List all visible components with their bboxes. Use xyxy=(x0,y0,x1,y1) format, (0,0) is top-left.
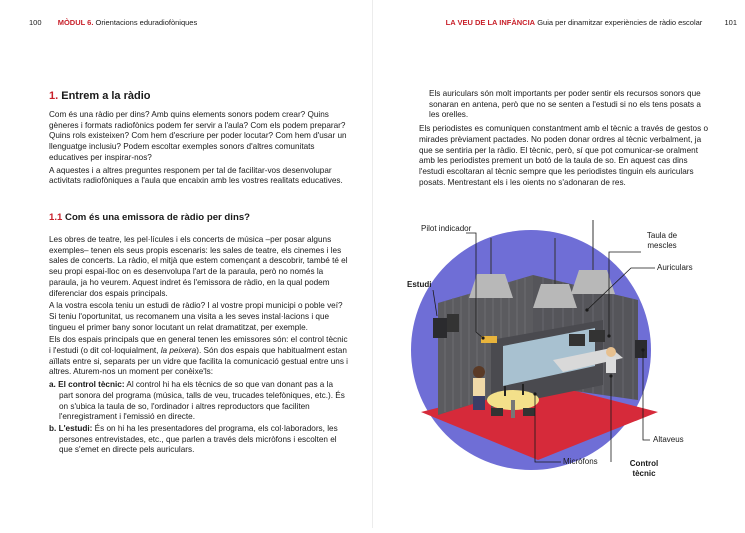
technician-head xyxy=(606,347,616,357)
section-1-number: 1. xyxy=(49,90,59,102)
right-paragraph-2: Els periodistes es comuniquen constantment amb el tècnic a través de gestos o mirades prèviament pactades. No poden donar ordres al tècnic verbalment, ja que se sentiria per la ràdio. El tècnic, però, sí que pot comunicar-se oralment amb les periodistes prement un botó de la taula de so. En aquest cas dins l'estudi escoltaran al tècnic sempre que les periodistes tinguin els auriculars posats. Mentrestant els i les oients no s'adonaran de res. xyxy=(419,124,708,187)
presenter-legs xyxy=(473,396,485,410)
speaker-left-2 xyxy=(447,314,459,332)
paragraph-3-emphasis: la peixera xyxy=(160,346,197,356)
right-body xyxy=(419,89,712,188)
chair-1 xyxy=(491,408,503,416)
section-1-1-number: 1.1 xyxy=(49,212,63,223)
section-1-heading xyxy=(49,90,151,102)
studio-table-leg xyxy=(511,400,515,418)
section-1-1-paragraph-2: A la vostra escola teniu un estudi de ràdio? I al vostre propi municipi o poble veí? Si teniu l'oportunitat, us recomanem una visita a les seves instal·lacions i que tingueu el primer bany sonor locutant un relat dramatitzat, per exemple. xyxy=(49,301,343,332)
left-header-title: Orientacions eduradiofòniques xyxy=(95,18,198,27)
right-book-title: LA VEU DE LA INFÀNCIA xyxy=(445,18,536,27)
list-item-estudi xyxy=(49,424,349,456)
list-item-a-term: El control tècnic: xyxy=(58,380,125,390)
paragraph-3-end: ). Són dos espais que habitualment estan aïllats entre si, separats per un vidre que facilita la comunicació gestual entre uns i altres. Aturem-nos un moment per conèixe'ls: xyxy=(49,346,349,377)
paragraph-3-start: Els dos espais principals que en general tenen les emissores són: el control tècnic i l'estudi (o dit col·loquialment, xyxy=(49,335,348,356)
label-microfons: Micròfons xyxy=(563,457,598,466)
label-altaveus: Altaveus xyxy=(653,435,684,444)
control-monitor-1 xyxy=(569,334,585,346)
list-item-a-text: Al control hi ha els tècnics de so que van donant pas a la part sonora del programa (música, talls de veu, trucades telefòniques, etc.). És on s'ubica la taula de so, l'ordinador i altres reproductors que faciliten l'enregistrament i l'emissió en directe. xyxy=(59,380,345,422)
speaker-left-1 xyxy=(433,318,447,338)
section-1-paragraph-2: A aquestes i a altres preguntes responem per tal de facilitar-vos desenvolupar activitats radiofòniques a l'aula que encaixin amb les vostres realitats educatives. xyxy=(49,165,343,186)
right-header-subtitle: Guia per dinamitzar experiències de ràdio escolar xyxy=(537,18,703,27)
studio-illustration-svg xyxy=(373,200,745,528)
left-header xyxy=(29,18,197,27)
label-taula-de-mescles: Taula de mescles xyxy=(646,231,678,250)
section-1-1-paragraph-1: Les obres de teatre, les pel·lícules i els concerts de música –per posar alguns exemples– tenen els seus propis escenaris: les sales de teatre, els cinemes i les sales de concerts. La ràdio, el mitjà que estem començant a descobrir, també té el seu propi espai-lloc on es desenvolupa l'art de la paraula, però no només la paraula, ja ho veurem. Aquest indret és l'emissora de ràdio, en la qual podem diferenciar dos espais principals. xyxy=(49,235,348,298)
label-auriculars: Auriculars xyxy=(657,263,693,272)
section-1-1-paragraph-3 xyxy=(49,335,349,378)
list-item-control-tecnic xyxy=(49,380,349,423)
label-pilot-indicador: Pilot indicador xyxy=(421,224,472,233)
section-1-1-title: Com és una emissora de ràdio per dins? xyxy=(65,212,251,223)
section-1-body xyxy=(49,110,349,187)
section-1-1-heading xyxy=(49,212,250,223)
left-module: MÒDUL 6. xyxy=(57,18,94,27)
left-page-number: 100 xyxy=(29,18,42,27)
section-1-1-body xyxy=(49,235,349,456)
label-control-tecnic: Control tècnic xyxy=(629,459,659,478)
list-item-a-marker: a. xyxy=(49,380,56,390)
list-item-b-term: L'estudi: xyxy=(58,423,93,433)
control-monitor-2 xyxy=(589,330,605,342)
right-paragraph-1: Els auriculars són molt importants per poder sentir els recursos sonors que sonaran en antena, però que no se senten a l'estudi si no els tens posats a les orelles. xyxy=(429,89,701,120)
presenter-head xyxy=(473,366,485,378)
right-page-number: 101 xyxy=(724,18,737,27)
presenter-body xyxy=(473,378,485,396)
section-1-title: Entrem a la ràdio xyxy=(61,90,151,102)
section-1-paragraph-1: Com és una ràdio per dins? Amb quins elements sonors podem crear? Quins gèneres i formats radiofònics podem fer servir a l'aula? Com els podem preparar? Quins rols existeixen? Com hem d'escriure per poder locutar? Com hem d'usar un llenguatge inclusiu? Podem escoltar exemples sonors d'altres comunitats educatives per inspirar-nos? xyxy=(49,110,347,162)
right-page xyxy=(373,0,745,528)
chair-2 xyxy=(523,408,535,416)
list-item-b-text: És on hi ha les presentadores del programa, els col·laboradors, les persones entrevistades, etc., que parlen a través dels micròfons i escolten el que s'emet en directe pels auriculars. xyxy=(59,423,338,455)
list-item-b-marker: b. xyxy=(49,423,57,433)
right-header xyxy=(446,18,737,27)
label-estudi: Estudi xyxy=(407,280,432,289)
speaker-right xyxy=(635,340,647,358)
left-page xyxy=(0,0,372,528)
technician-body xyxy=(606,357,616,373)
radio-studio-illustration xyxy=(373,200,745,528)
